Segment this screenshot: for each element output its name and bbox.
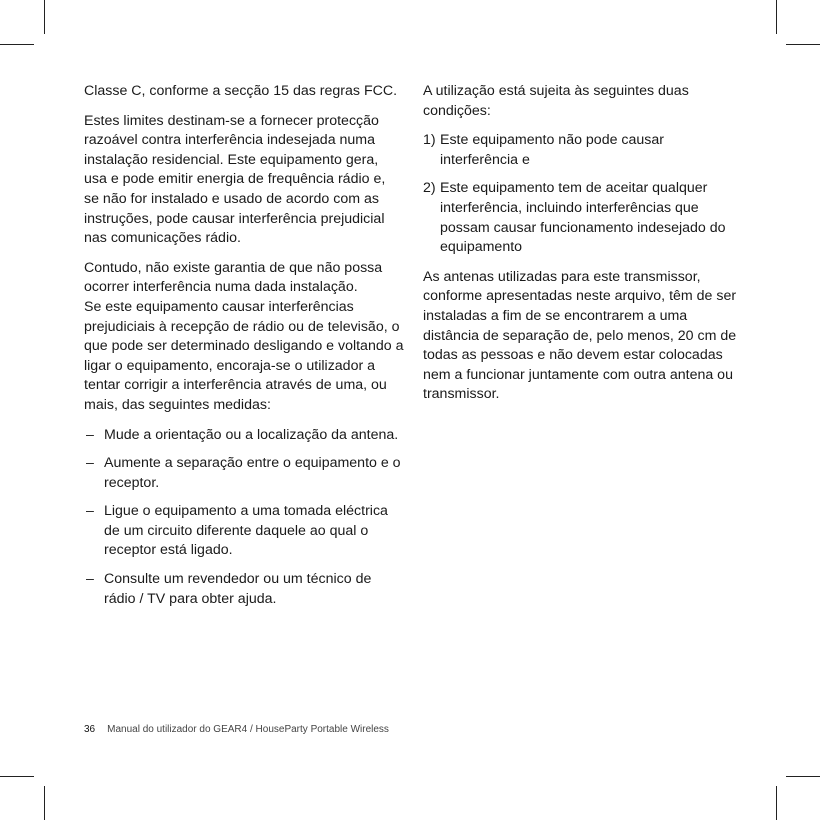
crop-mark <box>776 786 777 820</box>
crop-mark <box>44 0 45 34</box>
crop-mark <box>0 44 34 45</box>
dash-mark: – <box>86 571 94 588</box>
crop-mark <box>776 0 777 34</box>
list-item: 1) Este equipamento não pode causar interferência e <box>423 132 665 168</box>
measures-list <box>84 426 404 610</box>
interference-paragraph: Se este equipamento causar interferências prejudiciais à recepção de rádio ou de televisão, o que pode ser determinado desligando e voltando a ligar o equipamento, encoraja-se o utilizador a tentar corrigir a interferência através de uma, ou mais, das seguintes medidas: <box>84 298 404 413</box>
crop-mark <box>0 776 34 777</box>
right-column <box>423 82 743 415</box>
dash-mark: – <box>86 503 94 520</box>
dash-mark: – <box>86 426 94 443</box>
dash-mark: – <box>86 455 94 472</box>
crop-mark <box>44 786 45 820</box>
no-guarantee-paragraph: Contudo, não existe garantia de que não possa ocorrer interferência numa dada instalação. <box>84 259 383 296</box>
list-item: – Consulte um revendedor ou um técnico de rádio / TV para obter ajuda. <box>86 571 372 607</box>
limits-paragraph: Estes limites destinam-se a fornecer protecção razoável contra interferência indesejada numa instalação residencial. Este equipamento gera, usa e pode emitir energia de frequência rádio e, se não for instalado e usado de acordo com as instruções, pode causar interferência prejudicial nas comunicações rádio. <box>84 112 386 247</box>
list-item: – Ligue o equipamento a uma tomada eléctrica de um circuito diferente daquele ao qual o receptor está ligado. <box>86 503 388 559</box>
list-item: – Mude a orientação ou a localização da antena. <box>84 426 404 446</box>
left-column <box>84 82 404 619</box>
page-footer <box>84 724 389 735</box>
list-item: 2) Este equipamento tem de aceitar qualquer interferência, incluindo interferências que possam causar funcionamento indesejado do equipamento <box>423 180 726 256</box>
manual-title: Manual do utilizador do GEAR4 / HouseParty Portable Wireless <box>107 724 389 735</box>
list-item: – Aumente a separação entre o equipamento e o receptor. <box>86 455 401 491</box>
list-number: 1) <box>423 132 436 149</box>
fcc-class-paragraph: Classe C, conforme a secção 15 das regras FCC. <box>84 83 398 99</box>
antenna-paragraph: As antenas utilizadas para este transmissor, conforme apresentadas neste arquivo, têm de ser instaladas a fim de se encontrarem a uma distância de separação de, pelo menos, 20 cm de todas as pessoas e não devem estar colocadas nem a funcionar juntamente com outra antena ou transmissor. <box>423 268 737 403</box>
page-number: 36 <box>84 724 96 735</box>
list-number: 2) <box>423 180 436 197</box>
crop-mark <box>786 776 820 777</box>
crop-mark <box>786 44 820 45</box>
conditions-list <box>423 131 743 258</box>
conditions-intro: A utilização está sujeita às seguintes duas condições: <box>423 83 689 119</box>
